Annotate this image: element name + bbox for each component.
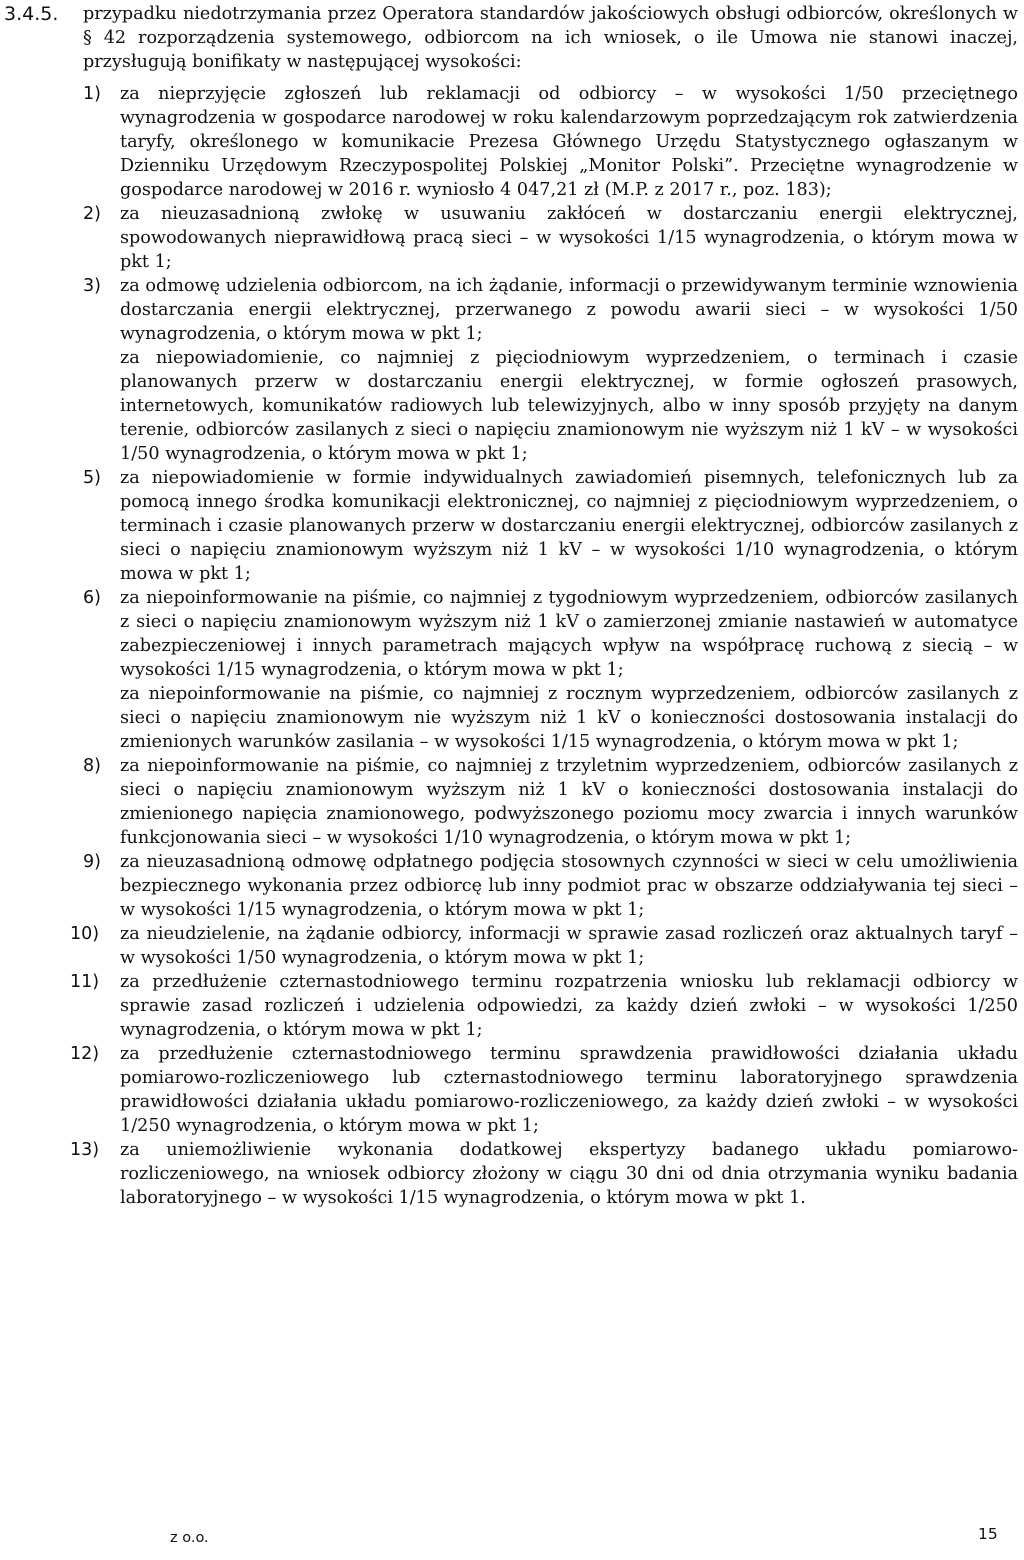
item-number: 11) [70, 972, 100, 992]
item-number: 1) [83, 84, 101, 104]
item-text: za uniemożliwienie wykonania dodatkowej ekspertyzy badanego układu pomiarowo-rozliczeniowego, na wniosek odbiorcy złożony w ciągu 30 dni od dnia otrzymania wyniku badania laboratoryjnego – w wysokości 1/15 wynagrodzenia, o którym mowa w pkt 1. [120, 1140, 1018, 1208]
item-text: za nieuzasadnioną zwłokę w usuwaniu zakłóceń w dostarczaniu energii elektrycznej, spowodowanych nieprawidłową pracą sieci – w wysokości 1/15 wynagrodzenia, o którym mowa w pkt 1; [120, 204, 1018, 272]
list-item [83, 466, 1018, 586]
item-text: za przedłużenie czternastodniowego terminu sprawdzenia prawidłowości działania układu pomiarowo-rozliczeniowego lub czternastodniowego terminu laboratoryjnego sprawdzenia prawidłowości działania układu pomiarowo-rozliczeniowego, za każdy dzień zwłoki – w wysokości 1/250 wynagrodzenia, o którym mowa w pkt 1; [120, 1044, 1018, 1136]
page-number: 15 [978, 1525, 998, 1543]
item-number: 8) [83, 756, 101, 776]
item-number: 9) [83, 852, 101, 872]
section-intro: przypadku niedotrzymania przez Operatora standardów jakościowych obsługi odbiorców, określonych w § 42 rozporządzenia systemowego, odbiorcom na ich wniosek, o ile Umowa nie stanowi inaczej, przysługują bonifikaty w następującej wysokości: [83, 4, 1018, 72]
item-text: za przedłużenie czternastodniowego terminu rozpatrzenia wniosku lub reklamacji odbiorcy w sprawie zasad rozliczeń i udzielenia odpowiedzi, za każdy dzień zwłoki – w wysokości 1/250 wynagrodzenia, o którym mowa w pkt 1; [120, 972, 1018, 1040]
list-item [83, 346, 1018, 466]
list-item [83, 754, 1018, 850]
list-item [70, 1138, 1018, 1210]
list-item [70, 970, 1018, 1042]
item-number: 6) [83, 588, 101, 608]
list-item [83, 82, 1018, 202]
item-number: 3) [83, 276, 101, 296]
item-number: 5) [83, 468, 101, 488]
item-number: 13) [70, 1140, 100, 1160]
list-item [70, 1042, 1018, 1138]
list-item [83, 586, 1018, 682]
item-text: za odmowę udzielenia odbiorcom, na ich żądanie, informacji o przewidywanym terminie wznowienia dostarczania energii elektrycznej, przerwanego z powodu awarii sieci – w wysokości 1/50 wynagrodzenia, o którym mowa w pkt 1; [120, 276, 1018, 344]
list-item [83, 850, 1018, 922]
list-item [83, 274, 1018, 346]
section-number: 3.4.5. [4, 3, 59, 25]
item-text: za niepowiadomienie, co najmniej z pięciodniowym wyprzedzeniem, o terminach i czasie planowanych przerw w dostarczaniu energii elektrycznej, w formie ogłoszeń prasowych, internetowych, komunikatów radiowych lub telewizyjnych, albo w inny sposób przyjęty na danym terenie, odbiorców zasilanych z sieci o napięciu znamionowym nie wyższym niż 1 kV – w wysokości 1/50 wynagrodzenia, o którym mowa w pkt 1; [120, 348, 1018, 464]
item-text: za niepowiadomienie w formie indywidualnych zawiadomień pisemnych, telefonicznych lub za pomocą innego środka komunikacji elektronicznej, co najmniej z pięciodniowym wyprzedzeniem, o terminach i czasie planowanych przerw w dostarczaniu energii elektrycznej, odbiorców zasilanych z sieci o napięciu znamionowym wyższym niż 1 kV – w wysokości 1/10 wynagrodzenia, o którym mowa w pkt 1; [120, 468, 1018, 584]
item-number: 10) [70, 924, 100, 944]
item-number: 2) [83, 204, 101, 224]
item-text: za nieudzielenie, na żądanie odbiorcy, informacji w sprawie zasad rozliczeń oraz aktualnych taryf – w wysokości 1/50 wynagrodzenia, o którym mowa w pkt 1; [120, 924, 1018, 968]
item-text: za niepoinformowanie na piśmie, co najmniej z rocznym wyprzedzeniem, odbiorców zasilanych z sieci o napięciu znamionowym nie wyższym niż 1 kV o konieczności dostosowania instalacji do zmienionych warunków zasilania – w wysokości 1/15 wynagrodzenia, o którym mowa w pkt 1; [120, 684, 1018, 752]
item-text: za nieuzasadnioną odmowę odpłatnego podjęcia stosownych czynności w sieci w celu umożliwienia bezpiecznego wykonania przez odbiorcę lub inny podmiot prac w obszarze oddziaływania tej sieci – w wysokości 1/15 wynagrodzenia, o którym mowa w pkt 1; [120, 852, 1018, 920]
list-item [83, 682, 1018, 754]
item-text: za niepoinformowanie na piśmie, co najmniej z trzyletnim wyprzedzeniem, odbiorców zasilanych z sieci o napięciu znamionowym wyższym niż 1 kV o konieczności dostosowania instalacji do zmienionego napięcia znamionowego, podwyższonego poziomu mocy zwarcia i innych warunków funkcjonowania sieci – w wysokości 1/10 wynagrodzenia, o którym mowa w pkt 1; [120, 756, 1018, 848]
list-item [83, 202, 1018, 274]
item-text: za nieprzyjęcie zgłoszeń lub reklamacji od odbiorcy – w wysokości 1/50 przeciętnego wynagrodzenia w gospodarce narodowej w roku kalendarzowym poprzedzającym rok zatwierdzenia taryfy, określonego w komunikacie Prezesa Głównego Urzędu Statystycznego ogłaszanym w Dzienniku Urzędowym Rzeczypospolitej Polskiej „Monitor Polski”. Przeciętne wynagrodzenie w gospodarce narodowej w 2016 r. wyniosło 4 047,21 zł (M.P. z 2017 r., poz. 183); [120, 84, 1018, 200]
footer-company: z o.o. [170, 1530, 209, 1546]
item-text: za niepoinformowanie na piśmie, co najmniej z tygodniowym wyprzedzeniem, odbiorców zasilanych z sieci o napięciu znamionowym wyższym niż 1 kV o zamierzonej zmianie nastawień w automatyce zabezpieczeniowej i innych parametrach mających wpływ na współpracę ruchową z siecią – w wysokości 1/15 wynagrodzenia, o którym mowa w pkt 1; [120, 588, 1018, 680]
list-item [70, 922, 1018, 970]
item-number: 12) [70, 1044, 100, 1064]
bonus-list [70, 82, 1018, 1210]
